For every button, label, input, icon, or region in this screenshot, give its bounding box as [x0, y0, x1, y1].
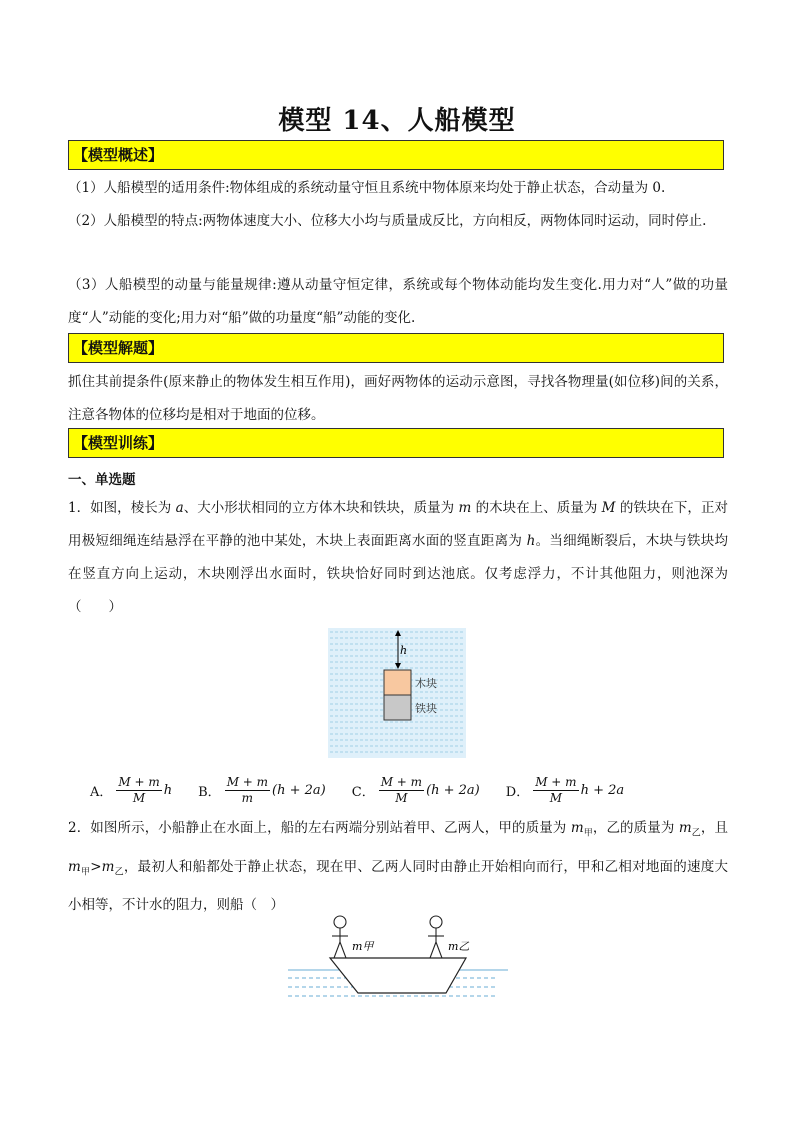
figure-wood-iron-in-water [328, 628, 466, 758]
overview-p3: （3）人船模型的动量与能量规律:遵从动量守恒定律，系统或每个物体动能均发生变化.用力对“人”做的功量度“人”动能的变化;用力对“船”做的功量度“船”动能的变化. [68, 277, 728, 326]
overview-p2: （2）人船模型的特点:两物体速度大小、位移大小均与质量成反比，方向相反，两物体同时运动，同时停止. [68, 213, 707, 229]
section-header-training: 【模型训练】 [68, 428, 724, 458]
label-m-jia: m甲 [352, 940, 374, 953]
subheading-single-choice: 一、单选题 [68, 472, 136, 488]
h-label: h [400, 644, 408, 657]
person-yi-head [430, 916, 442, 928]
question-1-options [90, 768, 730, 812]
section-header-overview: 【模型概述】 [68, 140, 724, 170]
option-c[interactable]: C． $\frac{M + m}{M}$ (h + 2a) [351, 774, 480, 805]
question-2-text: 2．如图所示，小船静止在水面上，船的左右两端分别站着甲、乙两人，甲的质量为 $m_甲$，乙的质量为 $m_乙$，且 $m_甲>m_乙$，最初人和船都处于静止状态，现在甲、乙两人同时由静止开始相向而行，甲和乙相对地面的速度大小相等，不计水的阻力，则船（ ） [68, 820, 728, 914]
option-b[interactable]: B． $\frac{M + m}{m}$ (h + 2a) [198, 774, 326, 805]
wood-label: 木块 [415, 677, 437, 690]
page-title: 模型 14、人船模型 [278, 106, 516, 136]
wood-block [384, 670, 411, 695]
boat-hull [330, 958, 466, 993]
question-1-text: 1．如图，棱长为 a、大小形状相同的立方体木块和铁块，质量为 m 的木块在上、质量为 M 的铁块在下，正对用极短细绳连结悬浮在平静的池中某处，木块上表面距离水面的竖直距离为 h。当细绳断裂后，木块与铁块均在竖直方向上运动，木块刚浮出水面时，铁块恰好同时到达池底。仅考虑浮力，不计其他阻力，则池深为（ ） [68, 500, 729, 615]
section-header-solving: 【模型解题】 [68, 333, 724, 363]
option-d[interactable]: D． $\frac{M + m}{M}$ h + 2a [505, 774, 625, 805]
option-d-fraction: $\frac{M + m}{M}$ [535, 774, 577, 805]
option-b-fraction: $\frac{M + m}{m}$ [226, 774, 269, 805]
option-c-fraction: $\frac{M + m}{M}$ [380, 774, 423, 805]
option-a[interactable]: A． $\frac{M + m}{M}$ h [90, 774, 173, 805]
iron-block [384, 695, 411, 720]
overview-p1: （1）人船模型的适用条件:物体组成的系统动量守恒且系统中物体原来均处于静止状态，合动量为 0. [68, 180, 666, 196]
option-a-fraction: $\frac{M + m}{M}$ [118, 774, 160, 805]
person-jia [332, 916, 348, 958]
person-jia-head [334, 916, 346, 928]
figure-boat-two-people [288, 910, 508, 1005]
person-yi [428, 916, 444, 958]
solving-p1: 抓住其前提条件(原来静止的物体发生相互作用)，画好两物体的运动示意图，寻找各物理量(如位移)间的关系，注意各物体的位移均是相对于地面的位移。 [68, 374, 728, 423]
iron-label: 铁块 [415, 702, 437, 715]
label-m-yi: m乙 [448, 940, 470, 953]
